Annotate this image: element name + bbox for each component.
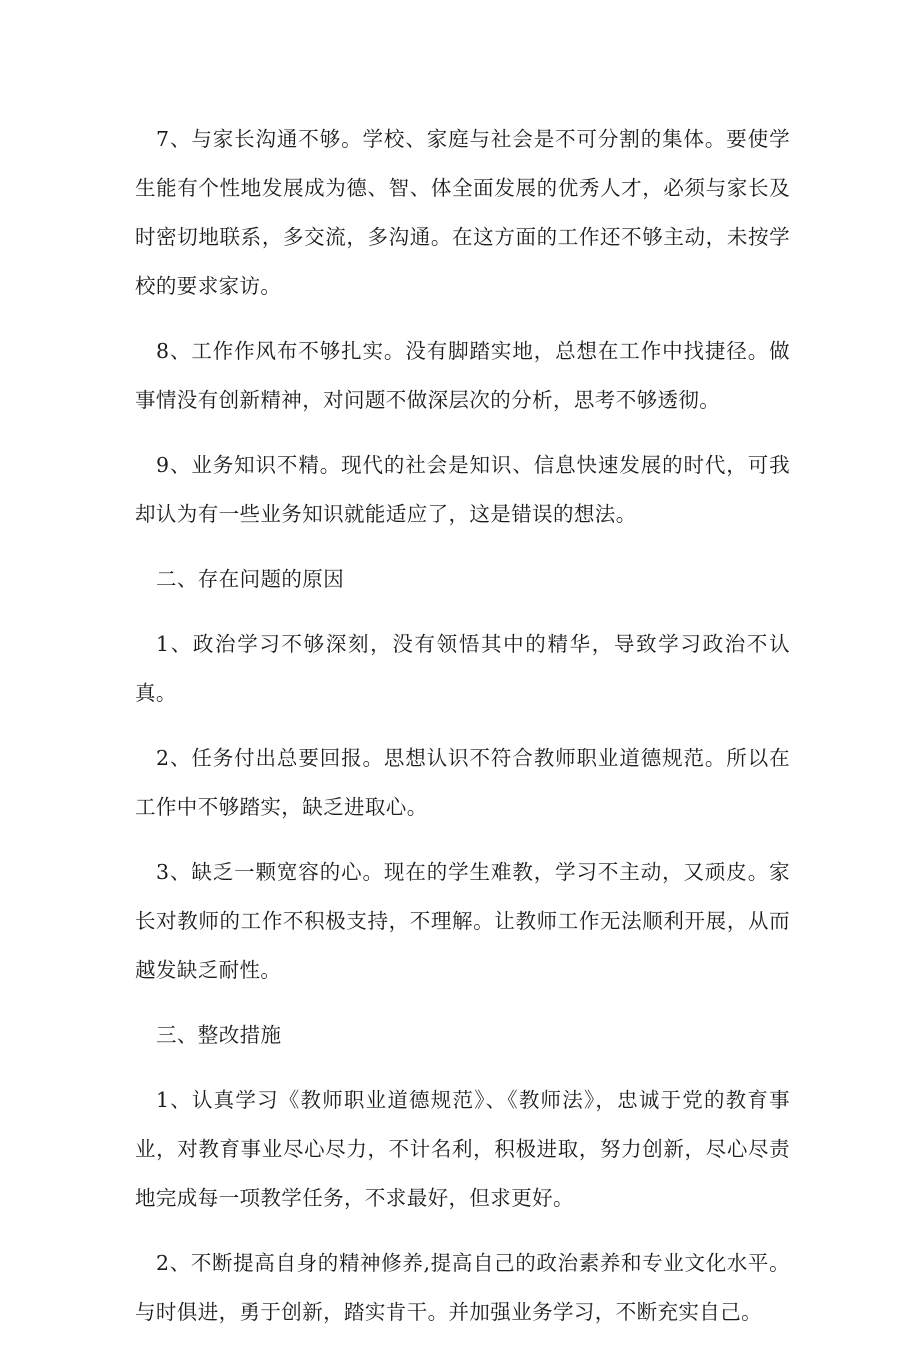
cause-item-3: 3、缺乏一颗宽容的心。现在的学生难教，学习不主动，又顽皮。家长对教师的工作不积极支持，不理解。让教师工作无法顺利开展，从而越发缺乏耐性。: [135, 860, 790, 982]
section-heading-measures: 三、整改措施: [156, 1023, 282, 1047]
paragraph-item-8: 8、工作作风布不够扎实。没有脚踏实地，总想在工作中找捷径。做事情没有创新精神，对问题不做深层次的分析，思考不够透彻。: [135, 339, 790, 412]
measure-item-1: 1、认真学习《教师职业道德规范》、《教师法》，忠诚于党的教育事业，对教育事业尽心尽力，不计名利，积极进取，努力创新，尽心尽责地完成每一项教学任务，不求最好，但求更好。: [135, 1088, 790, 1210]
document-body: [135, 115, 790, 1353]
paragraph-item-7: 7、与家长沟通不够。学校、家庭与社会是不可分割的集体。要使学生能有个性地发展成为德、智、体全面发展的优秀人才，必须与家长及时密切地联系，多交流，多沟通。在这方面的工作还不够主动，未按学校的要求家访。: [135, 127, 790, 298]
section-heading-causes: 二、存在问题的原因: [156, 567, 345, 591]
cause-item-1: 1、政治学习不够深刻，没有领悟其中的精华，导致学习政治不认真。: [135, 632, 790, 705]
measure-item-2: 2、不断提高自身的精神修养,提高自己的政治素养和专业文化水平。与时俱进，勇于创新，踏实肯干。并加强业务学习，不断充实自己。: [135, 1251, 790, 1324]
paragraph-item-9: 9、业务知识不精。现代的社会是知识、信息快速发展的时代，可我却认为有一些业务知识就能适应了，这是错误的想法。: [135, 453, 790, 526]
cause-item-2: 2、任务付出总要回报。思想认识不符合教师职业道德规范。所以在工作中不够踏实，缺乏进取心。: [135, 746, 790, 819]
